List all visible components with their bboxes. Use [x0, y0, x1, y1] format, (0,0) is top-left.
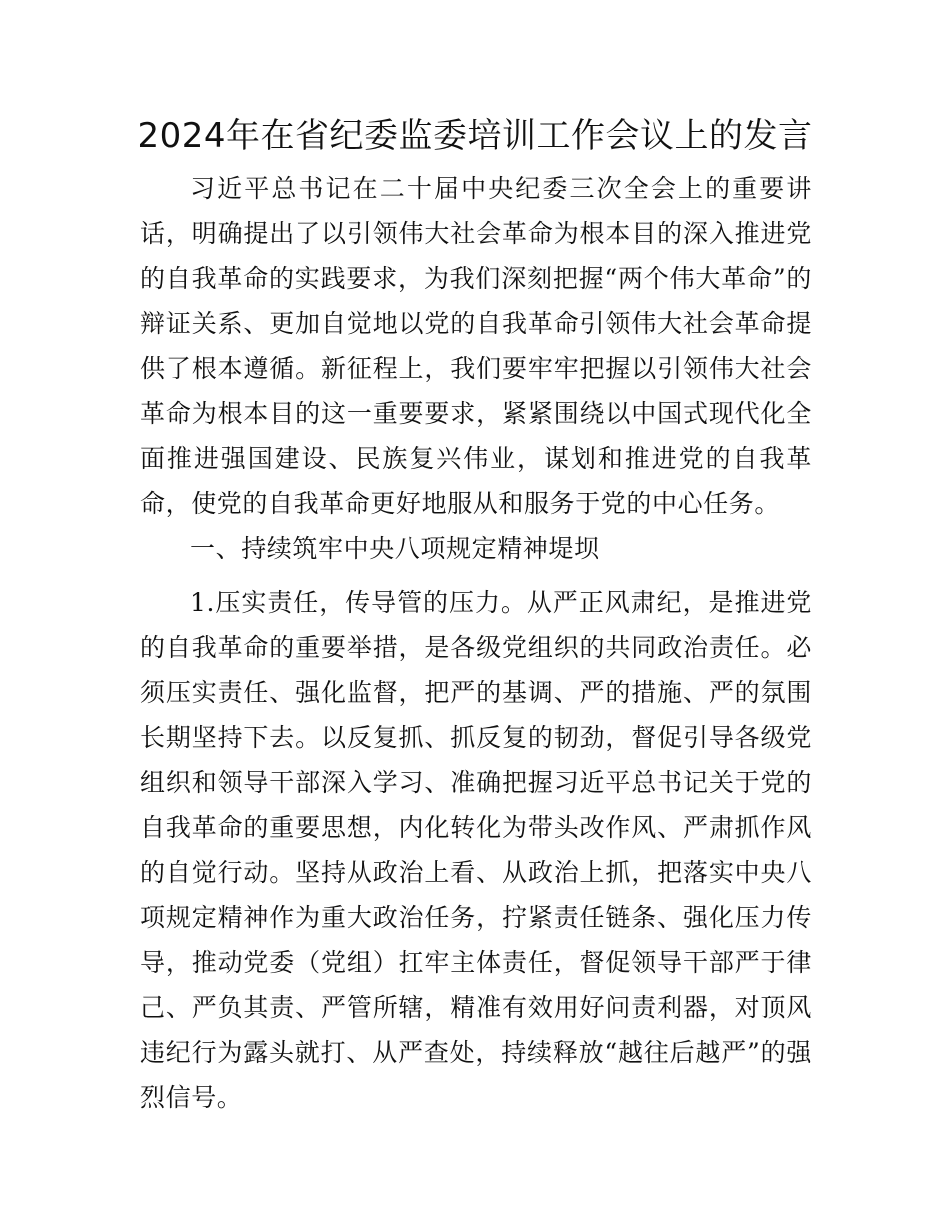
- document-title: 2024年在省纪委监委培训工作会议上的发言: [137, 116, 813, 156]
- intro-paragraph: 习近平总书记在二十届中央纪委三次全会上的重要讲话，明确提出了以引领伟大社会革命为根本目的深入推进党的自我革命的实践要求，为我们深刻把握“两个伟大革命”的辩证关系、更加自觉地以党的自我革命引领伟大社会革命提供了根本遵循。新征程上，我们要牢牢把握以引领伟大社会革命为根本目的这一重要要求，紧紧围绕以中国式现代化全面推进强国建设、民族复兴伟业，谋划和推进党的自我革命，使党的自我革命更好地服从和服务于党的中心任务。: [140, 174, 812, 518]
- body-paragraph: 1.压实责任，传导管的压力。从严正风肃纪，是推进党的自我革命的重要举措，是各级党组织的共同政治责任。必须压实责任、强化监督，把严的基调、严的措施、严的氛围长期坚持下去。以反复抓、抓反复的韧劲，督促引导各级党组织和领导干部深入学习、准确把握习近平总书记关于党的自我革命的重要思想，内化转化为带头改作风、严肃抓作风的自觉行动。坚持从政治上看、从政治上抓，把落实中央八项规定精神作为重大政治任务，拧紧责任链条、强化压力传导，推动党委（党组）扛牢主体责任，督促领导干部严于律己、严负其责、严管所辖，精准有效用好问责利器，对顶风违纪行为露头就打、从严查处，持续释放“越往后越严”的强烈信号。: [140, 588, 812, 1112]
- section-heading: 一、持续筑牢中央八项规定精神堤坝: [190, 534, 600, 563]
